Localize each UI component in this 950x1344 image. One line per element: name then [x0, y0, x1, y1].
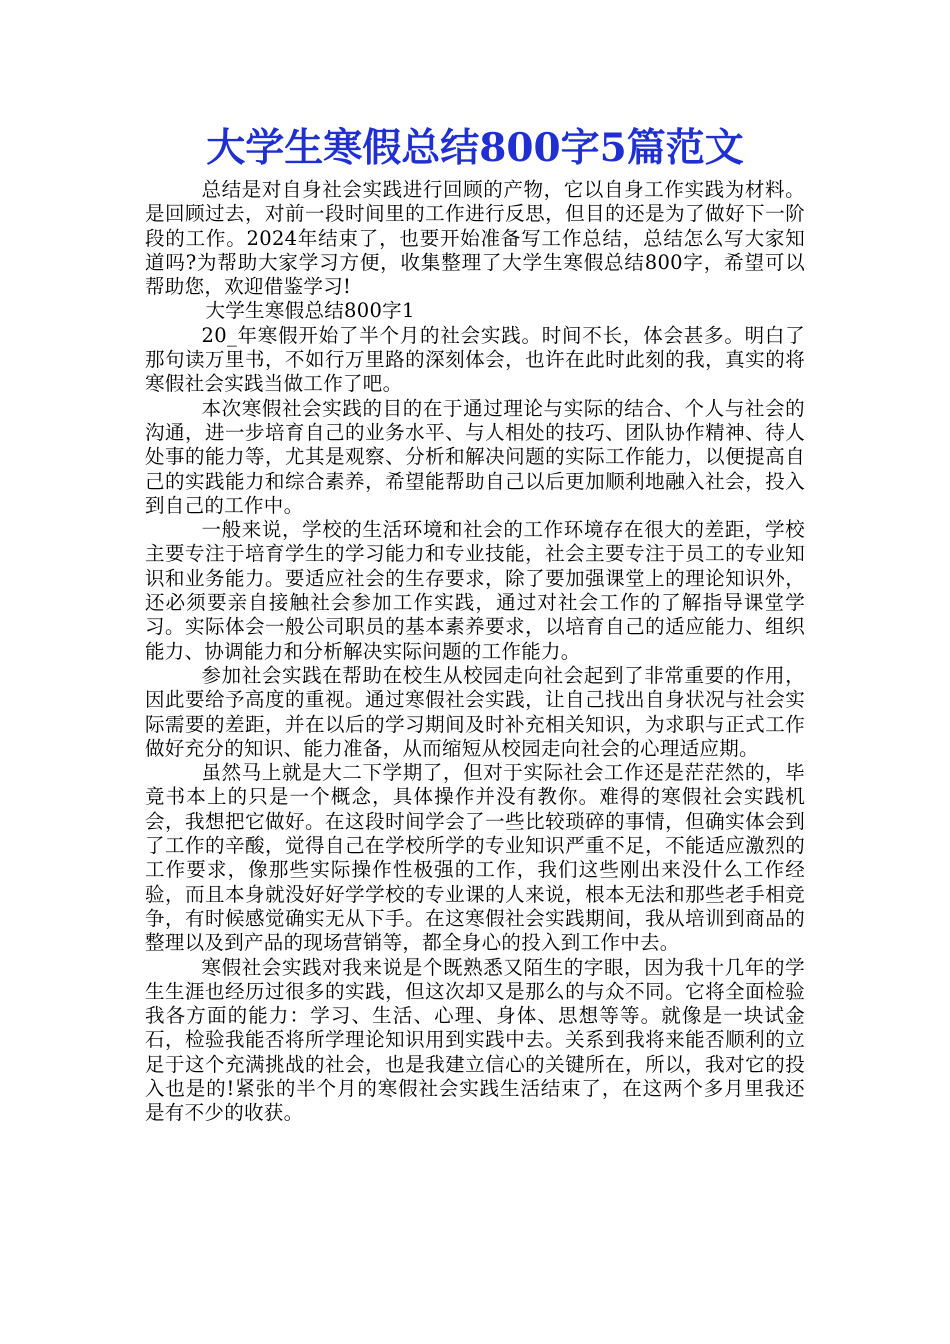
paragraph: 参加社会实践在帮助在校生从校园走向社会起到了非常重要的作用，因此要给予高度的重视。通过寒假社会实践，让自己找出自身状况与社会实际需要的差距，并在以后的学习期间及时补充相关知识，为求职与正式工作做好充分的知识、能力准备，从而缩短从校园走向社会的心理适应期。 [145, 663, 805, 760]
section-heading: 大学生寒假总结800字1 [205, 299, 415, 323]
paragraph: 一般来说，学校的生活环境和社会的工作环境存在很大的差距，学校主要专注于培育学生的学习能力和专业技能，社会主要专注于员工的专业知识和业务能力。要适应社会的生存要求，除了要加强课堂上的理论知识外，还必须要亲自接触社会参加工作实践，通过对社会工作的了解指导课堂学习。实际体会一般公司职员的基本素养要求，以培育自己的适应能力、组织能力、协调能力和分析解决实际问题的工作能力。 [145, 518, 805, 663]
paragraph: 寒假社会实践对我来说是个既熟悉又陌生的字眼，因为我十几年的学生生涯也经历过很多的实践，但这次却又是那么的与众不同。它将全面检验我各方面的能力：学习、生活、心理、身体、思想等等。就像是一块试金石，检验我能否将所学理论知识用到实践中去。关系到我将来能否顺利的立足于这个充满挑战的社会，也是我建立信心的关键所在，所以，我对它的投入也是的!紧张的半个月的寒假社会实践生活结束了，在这两个多月里我还是有不少的收获。 [145, 955, 805, 1125]
document-page [145, 120, 805, 1126]
paragraph: 虽然马上就是大二下学期了，但对于实际社会工作还是茫茫然的，毕竟书本上的只是一个概念，具体操作并没有教你。难得的寒假社会实践机会，我想把它做好。在这段时间学会了一些比较琐碎的事情，但确实体会到了工作的辛酸，觉得自己在学校所学的专业知识严重不足，不能适应激烈的工作要求，像那些实际操作性极强的工作，我们这些刚出来没什么工作经验，而且本身就没好好学学校的专业课的人来说，根本无法和那些老手相竞争，有时候感觉确实无从下手。在这寒假社会实践期间，我从培训到商品的整理以及到产品的现场营销等，都全身心的投入到工作中去。 [145, 761, 805, 955]
paragraph: 本次寒假社会实践的目的在于通过理论与实际的结合、个人与社会的沟通，进一步培育自己的业务水平、与人相处的技巧、团队协作精神、待人处事的能力等，尤其是观察、分析和解决问题的实际工作能力，以便提高自己的实践能力和综合素养，希望能帮助自己以后更加顺利地融入社会，投入到自己的工作中。 [145, 396, 805, 517]
paragraph-intro: 总结是对自身社会实践进行回顾的产物，它以自身工作实践为材料。是回顾过去，对前一段时间里的工作进行反思，但目的还是为了做好下一阶段的工作。2024年结束了，也要开始准备写工作总结，总结怎么写大家知道吗?为帮助大家学习方便，收集整理了大学生寒假总结800字，希望可以帮助您，欢迎借鉴学习! [145, 178, 805, 299]
paragraph: 20_年寒假开始了半个月的社会实践。时间不长，体会甚多。明白了那句读万里书，不如行万里路的深刻体会，也许在此时此刻的我，真实的将寒假社会实践当做工作了吧。 [145, 323, 805, 396]
document-title: 大学生寒假总结800字5篇范文 [206, 125, 744, 171]
